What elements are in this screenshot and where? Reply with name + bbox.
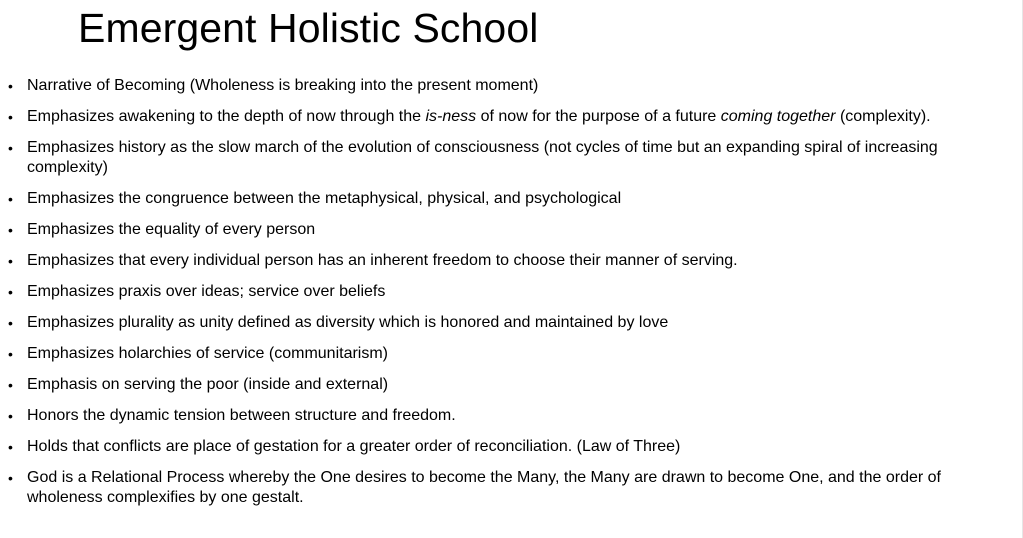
bullet-dot-icon: • (8, 78, 13, 94)
bullet-text-italic: coming together (720, 108, 836, 125)
bullet-item (8, 189, 998, 209)
slide-title: Emergent Holistic School (78, 5, 539, 51)
bullet-text (27, 283, 385, 300)
bullet-dot-icon: • (8, 470, 13, 486)
bullet-dot-icon: • (8, 408, 13, 424)
bullet-dot-icon: • (8, 377, 13, 393)
bullet-text-segment: Emphasizes the equality of every person (27, 221, 316, 238)
bullet-dot-icon: • (8, 109, 13, 125)
bullet-text-segment: Emphasizes history as the slow march of the evolution of consciousness (not cycles of time but an expanding spiral of increasing complexity) (27, 139, 938, 176)
bullet-dot-icon: • (8, 191, 13, 207)
bullet-item (8, 76, 998, 96)
bullet-text (27, 77, 538, 94)
bullet-text-segment: Emphasizes holarchies of service (communitarism) (27, 345, 388, 362)
bullet-dot-icon: • (8, 253, 13, 269)
bullet-text-italic: is-ness (425, 108, 477, 125)
bullet-dot-icon: • (8, 140, 13, 156)
bullet-item (8, 437, 998, 457)
bullet-item (8, 344, 998, 364)
bullet-text-segment: Emphasizes plurality as unity defined as diversity which is honored and maintained by love (27, 314, 669, 331)
bullet-item (8, 251, 998, 271)
bullet-text (27, 190, 621, 207)
bullet-text-segment: God is a Relational Process whereby the One desires to become the Many, the Many are drawn to become One, and the order of wholeness complexifies by one gestalt. (27, 469, 941, 506)
bullet-item (8, 282, 998, 302)
bullet-text (27, 314, 668, 331)
bullet-text (27, 469, 941, 506)
bullet-text (27, 221, 315, 238)
bullet-text-segment: Honors the dynamic tension between structure and freedom. (27, 407, 456, 424)
bullet-item (8, 468, 998, 508)
bullet-item (8, 138, 998, 178)
bullet-item (8, 220, 998, 240)
bullet-item (8, 375, 998, 395)
bullet-list (8, 76, 998, 508)
bullet-item (8, 107, 998, 127)
bullet-text (27, 108, 931, 125)
bullet-text-segment: (complexity). (835, 108, 931, 125)
bullet-dot-icon: • (8, 439, 13, 455)
bullet-text (27, 407, 456, 424)
bullet-text (27, 252, 738, 269)
bullet-text-segment: Emphasizes the congruence between the metaphysical, physical, and psychological (27, 190, 622, 207)
bullet-text-segment: Emphasis on serving the poor (inside and external) (27, 376, 389, 393)
bullet-text-segment: of now for the purpose of a future (476, 108, 721, 125)
bullet-text-segment: Emphasizes awakening to the depth of now through the (27, 108, 426, 125)
bullet-text (27, 139, 938, 176)
bullet-text-segment: Holds that conflicts are place of gestation for a greater order of reconciliation. (Law of Three) (27, 438, 681, 455)
bullet-item (8, 313, 998, 333)
bullet-text (27, 345, 388, 362)
bullet-text-segment: Emphasizes that every individual person has an inherent freedom to choose their manner of serving. (27, 252, 738, 269)
bullet-text-segment: Emphasizes praxis over ideas; service over beliefs (27, 283, 386, 300)
bullet-text (27, 376, 388, 393)
bullet-text-segment: Narrative of Becoming (Wholeness is breaking into the present moment) (27, 77, 539, 94)
bullet-dot-icon: • (8, 315, 13, 331)
bullet-text (27, 438, 680, 455)
bullet-dot-icon: • (8, 284, 13, 300)
bullet-item (8, 406, 998, 426)
bullet-dot-icon: • (8, 222, 13, 238)
bullet-dot-icon: • (8, 346, 13, 362)
